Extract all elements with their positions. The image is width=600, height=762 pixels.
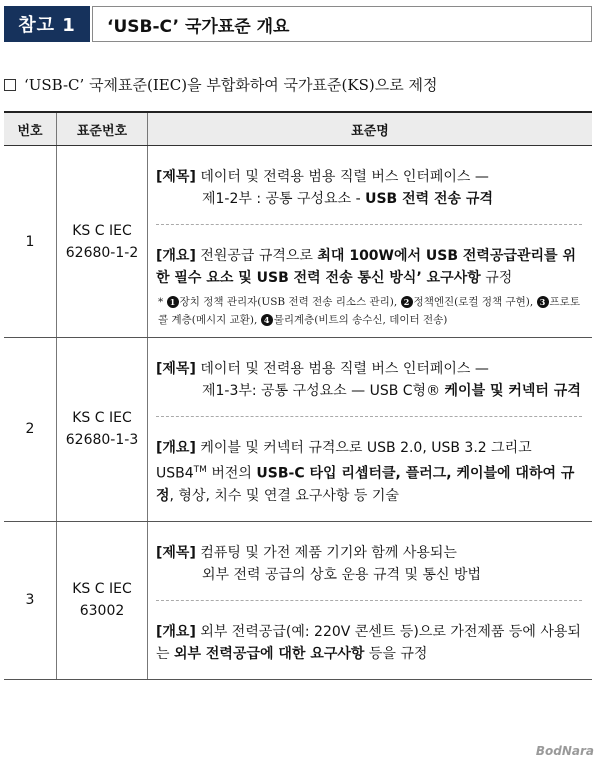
table-header xyxy=(4,111,592,146)
summary-text: 전원공급 규격으로 xyxy=(200,248,318,264)
title-tag: [제목] xyxy=(156,169,196,185)
summary-bold: USB-C 타입 리셉터클, 플러그, 케이블에 대하여 규정 xyxy=(156,465,575,504)
summary-bold: 최대 100W에서 USB 전력공급관리를 위한 필수 요소 및 USB 전력 전송 통신 방식’ 요구사항 xyxy=(156,248,576,286)
standard-code-line2: 62680-1-2 xyxy=(65,244,139,261)
row-number: 2 xyxy=(25,421,35,438)
summary-text: 외부 전력공급(예: 220V 콘센트 등)으로 가전제품 등에 사용되는 xyxy=(156,623,581,662)
summary-text: 케이블 및 커넥터 규격으로 USB 2.0, USB 3.2 그리고 USB4 xyxy=(156,440,532,482)
watermark-logo: BodNara xyxy=(535,744,594,758)
col-header-number: 번호 xyxy=(17,123,43,139)
title-section xyxy=(156,522,582,600)
table-row xyxy=(4,338,592,522)
row-number: 1 xyxy=(25,233,35,250)
col-header-code: 표준번호 xyxy=(56,113,147,145)
title-line1: 컴퓨팅 및 가전 제품 기기와 함께 사용되는 xyxy=(200,544,457,561)
table-row xyxy=(4,522,592,680)
standard-code xyxy=(56,522,147,679)
title-tag: [제목] xyxy=(156,361,196,377)
summary-tag: [개요] xyxy=(156,248,196,264)
summary-bold: 외부 전력공급에 대한 요구사항 xyxy=(173,645,365,662)
title-line1: 데이터 및 전력용 범용 직렬 버스 인터페이스 — xyxy=(200,169,489,185)
standard-code-line1: KS C IEC xyxy=(72,410,132,427)
summary-tag: [개요] xyxy=(156,440,196,456)
summary-section xyxy=(156,416,582,521)
standard-code-line2: 62680-1-3 xyxy=(65,432,139,449)
intro-text: ‘USB-C’ 국제표준(IEC)을 부합화하여 국가표준(KS)으로 제정 xyxy=(24,76,438,94)
footnote-item-4: 물리계층(비트의 송수신, 데이터 전송) xyxy=(273,314,448,326)
title-line2: 외부 전력 공급의 상호 운용 규격 및 통신 방법 xyxy=(202,566,482,583)
title-section xyxy=(156,338,582,416)
table-row xyxy=(4,146,592,338)
title-line2: 제1-3부: 공통 구성요소 — USB C형® xyxy=(202,383,445,399)
summary-text-mid: 버전의 xyxy=(206,465,257,482)
row-number: 3 xyxy=(25,592,35,609)
summary-text-end: 등을 규정 xyxy=(364,645,428,662)
title-line2: 제1-2부 : 공통 구성요소 - xyxy=(202,191,366,207)
standards-table xyxy=(4,111,592,680)
footnote xyxy=(156,293,582,337)
col-header-name: 표준명 xyxy=(147,113,592,145)
standard-description xyxy=(147,522,592,679)
title-line1: 데이터 및 전력용 범용 직렬 버스 인터페이스 — xyxy=(200,361,489,377)
circled-number-2: 2 xyxy=(401,296,413,308)
title-line2-bold: 케이블 및 커넥터 규격 xyxy=(444,383,581,399)
summary-section xyxy=(156,600,582,679)
reference-badge: 참고 1 xyxy=(4,6,90,42)
summary-tag: [개요] xyxy=(156,623,196,640)
title-section xyxy=(156,146,582,224)
circled-number-4: 4 xyxy=(261,314,273,326)
circled-number-3: 3 xyxy=(537,296,549,308)
footnote-item-1: 장치 정책 관리자(USB 전력 전송 리소스 관리), xyxy=(179,296,401,308)
page-title: ‘USB-C’ 국가표준 개요 xyxy=(92,6,592,42)
standard-code-line2: 63002 xyxy=(79,603,125,620)
square-bullet-icon xyxy=(4,79,16,91)
footnote-item-3: 프로토콜 계층(메시지 교환), xyxy=(158,296,580,326)
footnote-marker: * xyxy=(158,296,164,308)
summary-text-end: , 형상, 치수 및 연결 요구사항 등 기술 xyxy=(169,487,399,504)
trademark-superscript: TM xyxy=(193,465,207,475)
standard-code-line1: KS C IEC xyxy=(72,581,132,598)
standard-description xyxy=(147,146,592,337)
title-tag: [제목] xyxy=(156,544,196,561)
standard-code-line1: KS C IEC xyxy=(72,222,132,239)
summary-text-end: 규정 xyxy=(480,270,513,286)
standard-description xyxy=(147,338,592,521)
header xyxy=(4,6,592,42)
title-line2-bold: USB 전력 전송 규격 xyxy=(365,191,493,207)
standard-code xyxy=(56,146,147,337)
intro-line xyxy=(4,74,437,95)
summary-section xyxy=(156,224,582,293)
circled-number-1: 1 xyxy=(167,296,179,308)
standard-code xyxy=(56,338,147,521)
footnote-item-2: 정책엔진(로컬 정책 구현), xyxy=(413,296,537,308)
